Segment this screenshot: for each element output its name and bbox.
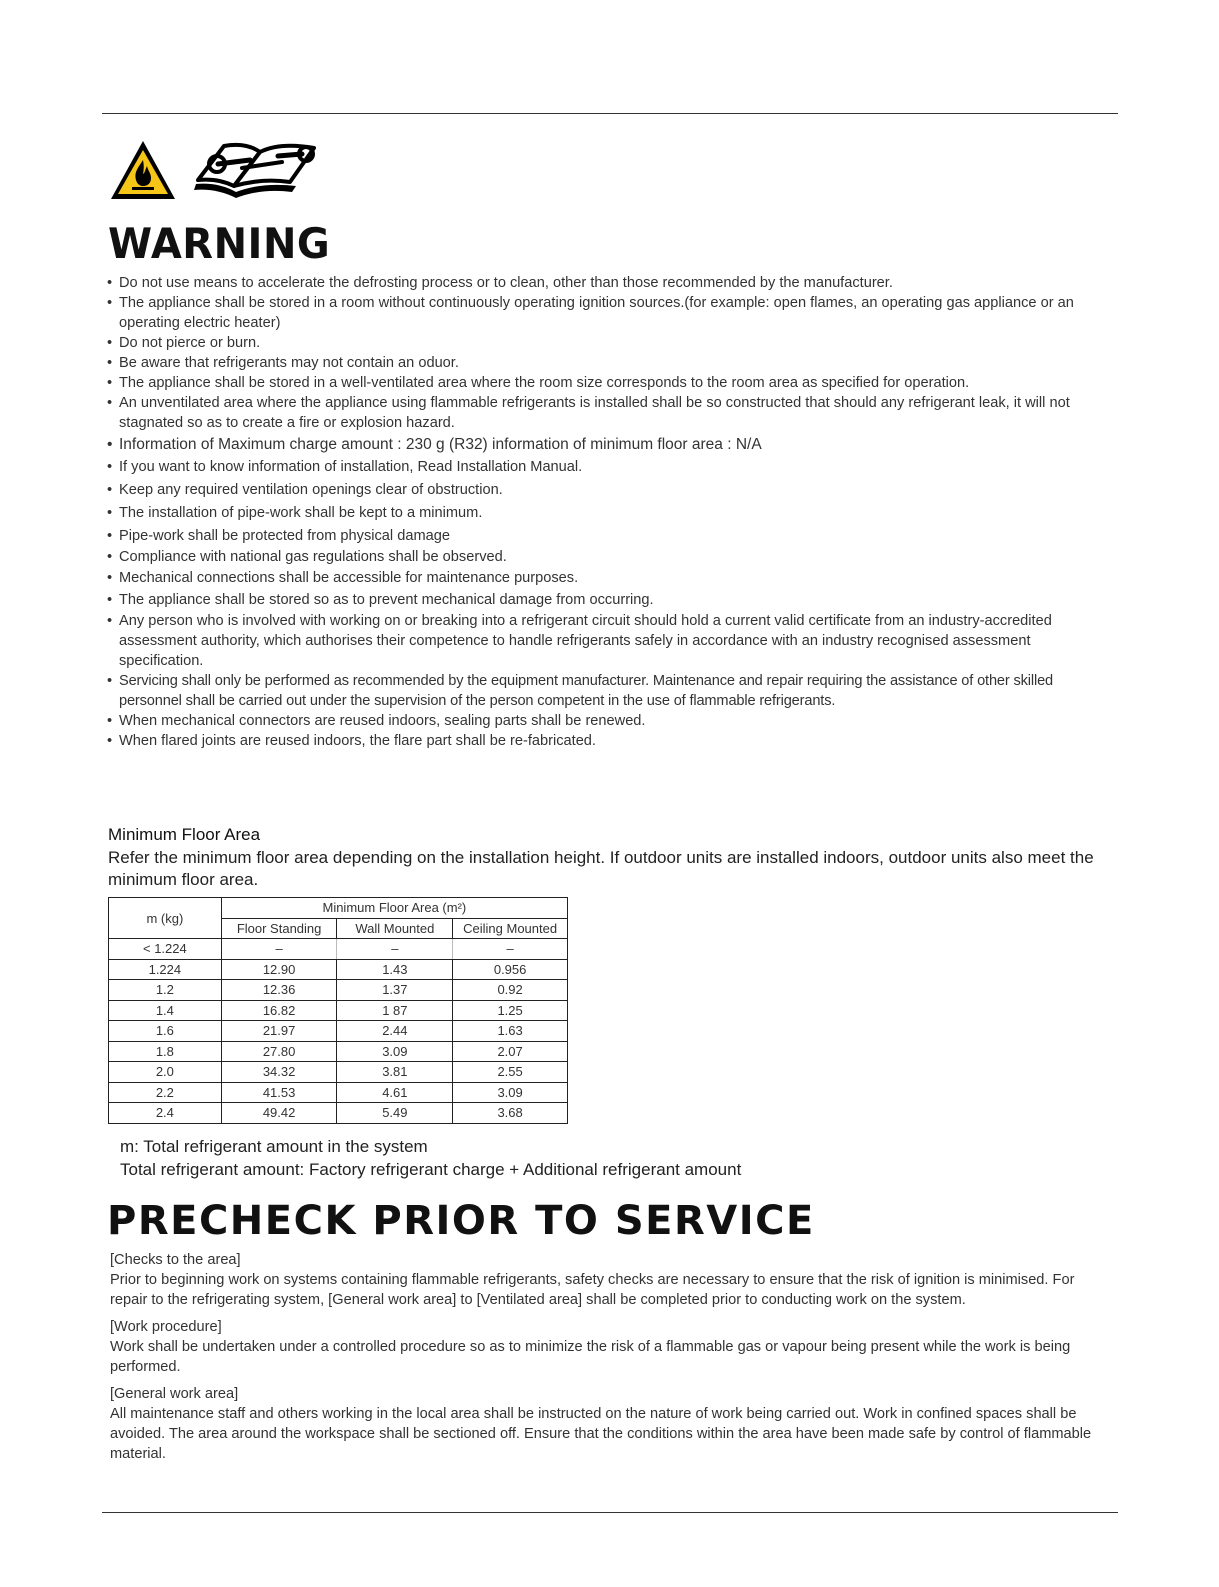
warning-item: • Pipe-work shall be protected from physical damage <box>107 525 1092 547</box>
service-manual-icon <box>192 138 324 202</box>
warning-item: • Servicing shall only be performed as recommended by the equipment manufacturer. Maintenance and repair requiring the assistance of other skilled personnel shall be carried out under the supervision of the person competent in the use of flammable refrigerants. <box>107 671 1092 711</box>
table-cell: 1.224 <box>109 959 222 980</box>
section-body: Work shall be undertaken under a controlled procedure so as to minimize the risk of a flammable gas or vapour being present while the work is being performed. <box>110 1339 1071 1375</box>
warning-item: • The appliance shall be stored in a room without continuously operating ignition sources.(for example: open flames, an operating gas appliance or an operating electric heater) <box>107 293 1092 333</box>
section-body: Prior to beginning work on systems containing flammable refrigerants, safety checks are necessary to ensure that the risk of ignition is minimised. For repair to the refrigerating system, [General work area] to [Ventilated area] shall be completed prior to conducting work on the system. <box>110 1272 1075 1308</box>
table-cell: 16.82 <box>221 1000 337 1021</box>
warning-item: • When mechanical connectors are reused indoors, sealing parts shall be renewed. <box>107 711 1092 731</box>
table-cell: 2.55 <box>453 1062 568 1083</box>
table-row <box>109 1041 568 1062</box>
table-cell: 21.97 <box>221 1021 337 1042</box>
table-cell: – <box>453 939 568 960</box>
table-cell: 2.4 <box>109 1103 222 1124</box>
col-header-floor-standing: Floor Standing <box>221 918 337 939</box>
table-cell: 2.0 <box>109 1062 222 1083</box>
table-cell: 1.4 <box>109 1000 222 1021</box>
min-floor-area-description: Refer the minimum floor area depending on the installation height. If outdoor units are installed indoors, outdoor units also meet the minimum floor area. <box>108 848 1094 889</box>
section-title: [General work area] <box>110 1386 239 1402</box>
table-cell: 1.63 <box>453 1021 568 1042</box>
precheck-heading: PRECHECK PRIOR TO SERVICE <box>107 1198 815 1244</box>
note-m-definition: m: Total refrigerant amount in the system <box>120 1137 428 1156</box>
note-total-amount: Total refrigerant amount: Factory refrigerant charge + Additional refrigerant amount <box>120 1160 742 1179</box>
warning-item: • An unventilated area where the appliance using flammable refrigerants is installed shall be so constructed that should any refrigerant leak, it will not stagnated so as to create a fire or explosion hazard. <box>107 393 1092 433</box>
warning-item: • The appliance shall be stored so as to prevent mechanical damage from occurring. <box>107 589 1092 611</box>
table-cell: – <box>221 939 337 960</box>
table-cell: 2.2 <box>109 1082 222 1103</box>
table-cell: 3.68 <box>453 1103 568 1124</box>
table-cell: 0.92 <box>453 980 568 1001</box>
warning-item: • The installation of pipe-work shall be kept to a minimum. <box>107 502 1092 525</box>
section-body: All maintenance staff and others working in the local area shall be instructed on the nature of work being carried out. Work in confined spaces shall be avoided. The area around the workspace shall be sectioned off. Ensure that the conditions within the area have been made safe by control of flammable material. <box>110 1406 1092 1462</box>
table-row <box>109 1082 568 1103</box>
table-cell: 1.25 <box>453 1000 568 1021</box>
warning-item: • Compliance with national gas regulations shall be observed. <box>107 547 1092 568</box>
warning-heading: WARNING <box>108 220 331 269</box>
warning-item: • Mechanical connections shall be accessible for maintenance purposes. <box>107 568 1092 589</box>
table-cell: 4.61 <box>337 1082 453 1103</box>
table-cell: 34.32 <box>221 1062 337 1083</box>
col-header-ceiling-mounted: Ceiling Mounted <box>453 918 568 939</box>
table-cell: 41.53 <box>221 1082 337 1103</box>
table-cell: 1 87 <box>337 1000 453 1021</box>
warning-item: • The appliance shall be stored in a well-ventilated area where the room size corresponds to the room area as specified for operation. <box>107 373 1092 393</box>
section-title: [Work procedure] <box>110 1319 222 1335</box>
table-row <box>109 1062 568 1083</box>
table-row <box>109 1103 568 1124</box>
table-cell: 1.2 <box>109 980 222 1001</box>
table-cell: 2.44 <box>337 1021 453 1042</box>
warning-item: • Do not pierce or burn. <box>107 333 1092 353</box>
top-divider <box>102 113 1118 114</box>
table-cell: 3.09 <box>453 1082 568 1103</box>
table-cell: 1.43 <box>337 959 453 980</box>
table-row <box>109 1000 568 1021</box>
col-group-header: Minimum Floor Area (m²) <box>221 898 567 919</box>
warning-item: • Keep any required ventilation openings clear of obstruction. <box>107 479 1092 502</box>
table-cell: 1.6 <box>109 1021 222 1042</box>
table-cell: < 1.224 <box>109 939 222 960</box>
warning-list <box>107 273 1092 751</box>
flammable-warning-icon <box>108 138 178 202</box>
section-title: [Checks to the area] <box>110 1252 241 1268</box>
warning-item: • Do not use means to accelerate the defrosting process or to clean, other than those recommended by the manufacturer. <box>107 273 1092 293</box>
col-header-wall-mounted: Wall Mounted <box>337 918 453 939</box>
table-row <box>109 980 568 1001</box>
warning-item: • If you want to know information of installation, Read Installation Manual. <box>107 456 1092 479</box>
warning-item: • Any person who is involved with working on or breaking into a refrigerant circuit should hold a current valid certificate from an industry-accredited assessment authority, which authorises their competence to handle refrigerants safely in accordance with an industry recognised assessment specification. <box>107 611 1092 671</box>
min-floor-area-title: Minimum Floor Area <box>108 825 261 844</box>
warning-item: • Information of Maximum charge amount : 230 g (R32) information of minimum floor area : N/A <box>107 433 1092 456</box>
min-floor-area-table <box>108 897 568 1124</box>
table-cell: 27.80 <box>221 1041 337 1062</box>
table-cell: 2.07 <box>453 1041 568 1062</box>
col-header-m: m (kg) <box>109 898 222 939</box>
warning-item: • When flared joints are reused indoors, the flare part shall be re-fabricated. <box>107 731 1092 751</box>
table-cell: 1.37 <box>337 980 453 1001</box>
warning-icons <box>108 138 324 206</box>
table-row <box>109 939 568 960</box>
table-cell: 1.8 <box>109 1041 222 1062</box>
table-row <box>109 959 568 980</box>
table-cell: 49.42 <box>221 1103 337 1124</box>
table-cell: 3.81 <box>337 1062 453 1083</box>
table-cell: 0.956 <box>453 959 568 980</box>
bottom-divider <box>102 1512 1118 1513</box>
precheck-sections <box>110 1250 1100 1471</box>
table-cell: 12.90 <box>221 959 337 980</box>
table-cell: 3.09 <box>337 1041 453 1062</box>
warning-item: • Be aware that refrigerants may not contain an oduor. <box>107 353 1092 373</box>
table-notes <box>120 1135 741 1181</box>
table-cell: – <box>337 939 453 960</box>
table-cell: 12.36 <box>221 980 337 1001</box>
table-cell: 5.49 <box>337 1103 453 1124</box>
table-row <box>109 1021 568 1042</box>
